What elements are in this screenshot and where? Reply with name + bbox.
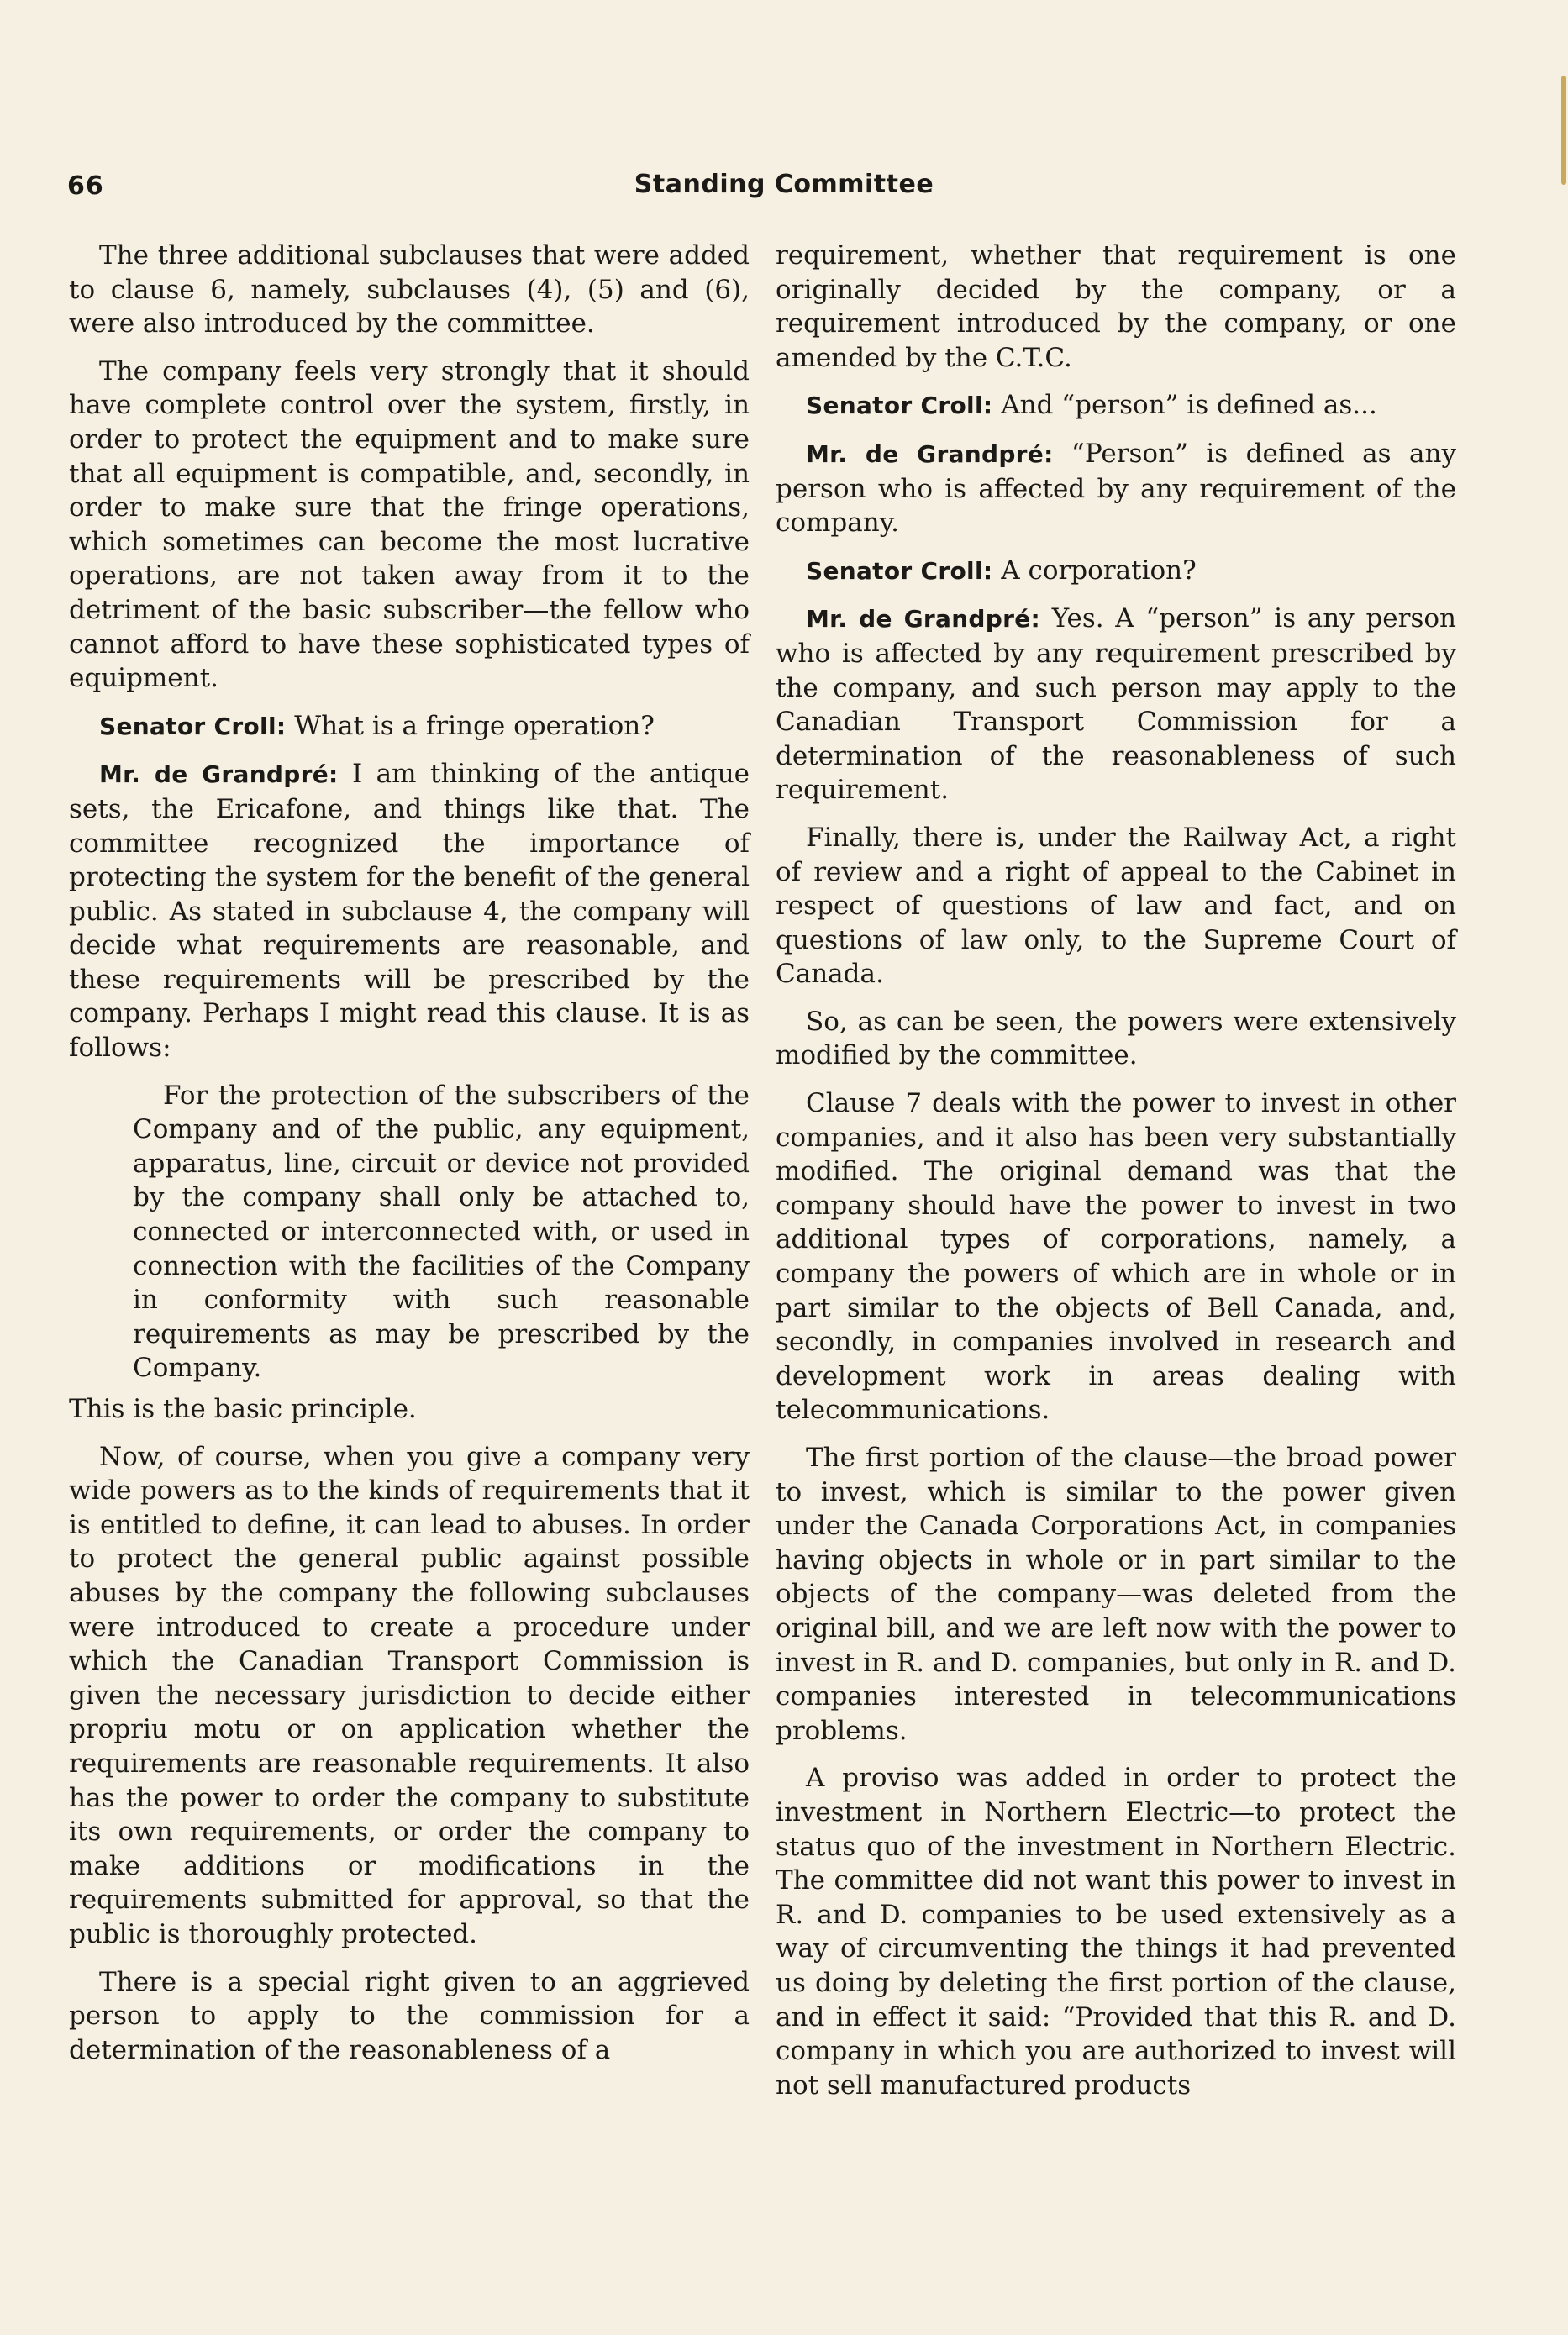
paragraph-text: Now, of course, when you give a company very wide powers as to the kinds of requirements that it is entitled to define, it can lead to abuses. In order to protect the general public against possible abuses by the company the following subclauses were introduced to create a procedure under which the Canadian Transport Commission is given the necessary jurisdiction to decide either propriu motu or on application whether the requirements are reasonable requirements. It also has the power to order the company to substitute its own requirements, or order the company to make additions or modifications in the requirements submitted for approval, so that the public is thoroughly protected. <box>69 1441 750 1949</box>
speaker-name: Mr. de Grandpré: <box>99 760 339 789</box>
paragraph: This is the basic principle. <box>69 1394 417 1424</box>
speaker-name: Senator Croll: <box>806 556 993 585</box>
speaker-name: Senator Croll: <box>806 392 993 420</box>
paragraph: The company feels very strongly that it should have complete control over the system, firstly, in order to protect the equipment and to make sure that all equipment is compatible, and, secondly, in order to make sure that the fringe operations, which sometimes can become the most lucrative operations, are not taken away from it to the detriment of the basic subscriber—the fellow who cannot afford to have these sophisticated types of equipment. <box>69 355 750 694</box>
speaker-name: Mr. de Grandpré: <box>806 605 1041 634</box>
paragraph: A proviso was added in order to protect the investment in Northern Electric—to protect the status quo of the investment in Northern Electric. The committee did not want this power to invest in R. and D. companies to be used extensively as a way of circumventing the things it had prevented us doing by deleting the first portion of the clause, and in effect it said: “Provided that this R. and D. company in which you are authorized to invest will not sell manufactured products <box>776 1763 1456 2101</box>
speech <box>69 757 750 1065</box>
speech-text: “Person” is defined as any person who is affected by any requirement of the company. <box>776 438 1456 539</box>
speech-text: And “person” is defined as... <box>1001 390 1377 421</box>
paragraph: The first portion of the clause—the broad power to invest, which is similar to the power given under the Canada Corporations Act, in companies having objects in whole or in part similar to the objects of the company—was deleted from the original bill, and we are left now with the power to invest in R. and D. companies, but only in R. and D. companies interested in telecommunications problems. <box>776 1443 1456 1746</box>
page-number: 66 <box>67 171 104 201</box>
right-column <box>776 239 1456 2116</box>
paragraph: requirement, whether that requirement is one originally decided by the company, or a requirement introduced by the company, or one amended by the C.T.C. <box>776 240 1456 373</box>
speech <box>69 709 750 744</box>
paragraph: The three additional subclauses that were added to clause 6, namely, subclauses (4), (5) and (6), were also introduced by the committee. <box>69 240 750 339</box>
speech-text: I am thinking of the antique sets, the Ericafone, and things like that. The committee recognized the importance of protecting the system for the benefit of the general public. As stated in subclause 4, the company will decide what requirements are reasonable, and these requirements will be prescribed by the company. Perhaps I might read this clause. It is as follows: <box>69 759 750 1064</box>
paragraph: So, as can be seen, the powers were extensively modified by the committee. <box>776 1006 1456 1071</box>
paragraph: Clause 7 deals with the power to invest in other companies, and it also has been very substantially modified. The original demand was that the company should have the power to invest in two additional types of corporations, namely, a company the powers of which are in whole or in part similar to the objects of Bell Canada, and, secondly, in companies involved in research and development work in areas dealing with telecommunications. <box>776 1088 1456 1426</box>
speech-text: Yes. A “person” is any person who is affected by any requirement prescribed by the company, and such person may apply to the Canadian Transport Commission for a determination of the reasonableness of such requirement. <box>776 603 1456 806</box>
speech-text: A corporation? <box>1001 555 1197 586</box>
speech <box>776 437 1456 540</box>
speech <box>776 554 1456 589</box>
paragraph: There is a special right given to an aggrieved person to apply to the commission for a determination of the reasonableness of a <box>69 1966 750 2065</box>
left-column <box>69 239 750 2080</box>
speaker-name: Senator Croll: <box>99 712 287 740</box>
block-quote: For the protection of the subscribers of the Company and of the public, any equipment, apparatus, line, circuit or device not provided by the company shall only be attached to, connected or interconnected with, or used in connection with the facilities of the Company in conformity with such reasonable requirements as may be prescribed by the Company. <box>133 1080 750 1384</box>
speaker-name: Mr. de Grandpré: <box>806 439 1054 468</box>
paragraph <box>69 1440 750 1952</box>
page-edge-mark <box>1561 76 1566 185</box>
speech <box>776 388 1456 423</box>
speech <box>776 602 1456 807</box>
running-head: Standing Committee <box>634 170 934 199</box>
speech-text: What is a fringe operation? <box>294 710 655 741</box>
paragraph: Finally, there is, under the Railway Act, a right of review and a right of appeal to the Cabinet in respect of questions of law and fact, and on questions of law only, to the Supreme Court of Canada. <box>776 822 1456 990</box>
